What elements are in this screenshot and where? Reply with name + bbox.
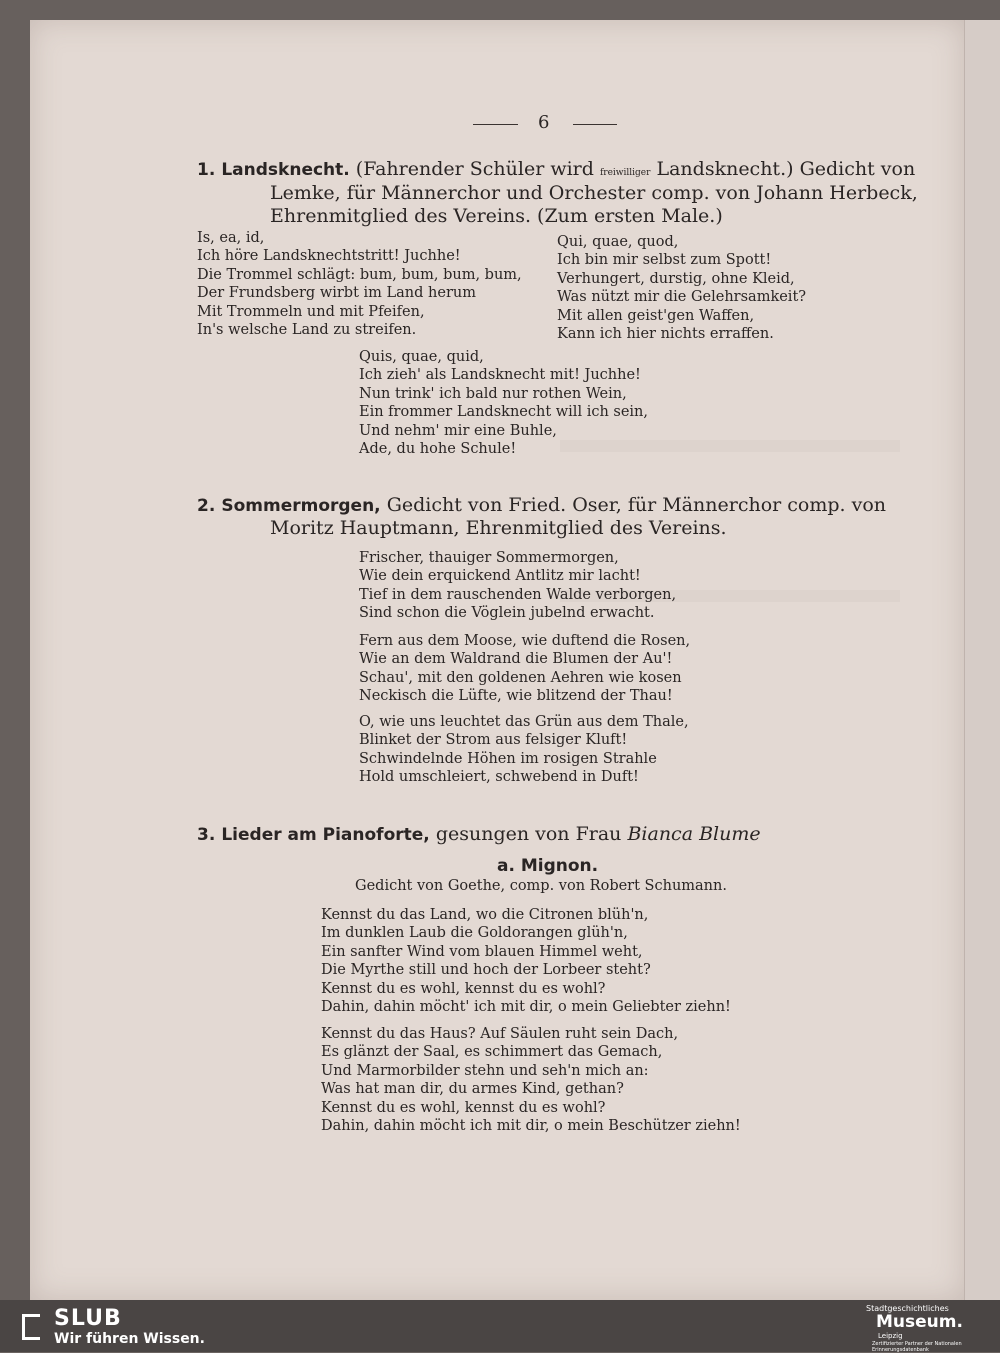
section-3-stanza-1 <box>321 906 731 1016</box>
verse-line: Hold umschleiert, schwebend in Duft! <box>359 769 639 786</box>
verse-line: Fern aus dem Moose, wie duftend die Rosen, <box>359 633 691 649</box>
verse-line: Der Frundsberg wirbt im Land herum <box>197 285 476 302</box>
section-2-heading-line1 <box>197 493 886 518</box>
section-2-intro: Gedicht von Fried. Oser, für Männerchor comp. von <box>386 494 887 516</box>
verse-line: Quis, quae, quid, <box>359 349 484 365</box>
section-2-stanza-2 <box>359 632 690 706</box>
verse-line: Wie an dem Waldrand die Blumen der Au'! <box>359 651 673 668</box>
section-1-title: Landsknecht. <box>221 160 350 180</box>
page-number: 6 <box>538 112 550 133</box>
verse-line: Ich bin mir selbst zum Spott! <box>557 252 772 269</box>
section-1-intro-b: Landsknecht.) Gedicht von <box>656 158 916 180</box>
verse-line: Dahin, dahin möcht' ich mit dir, o mein Geliebter ziehn! <box>321 998 731 1015</box>
verse-line: Im dunklen Laub die Goldorangen glüh'n, <box>321 925 628 942</box>
verse-line: Nun trink' ich bald nur rothen Wein, <box>359 385 627 402</box>
verse-line: Kann ich hier nichts erraffen. <box>557 325 774 342</box>
section-2-title: Sommermorgen, <box>221 496 381 516</box>
section-2-stanza-3 <box>359 713 689 787</box>
verse-line: Mit Trommeln und mit Pfeifen, <box>197 303 425 320</box>
verse-line: Dahin, dahin möcht ich mit dir, o mein Beschützer ziehn! <box>321 1117 741 1134</box>
next-page-edge <box>964 20 1000 1300</box>
verse-line: Was hat man dir, du armes Kind, gethan? <box>321 1081 624 1098</box>
verse-line: Und nehm' mir eine Buhle, <box>359 422 557 439</box>
section-3-title: Lieder am Pianoforte, <box>221 825 430 845</box>
slub-logo-icon[interactable] <box>22 1314 40 1340</box>
verse-line: Sind schon die Vöglein jubelnd erwacht. <box>359 605 655 622</box>
section-2-stanza-1 <box>359 549 676 623</box>
section-1-verse-left <box>197 229 522 339</box>
verse-line: Kennst du es wohl, kennst du es wohl? <box>321 980 606 997</box>
section-1-heading-line2: Lemke, für Männerchor und Orchester comp. von Johann Herbeck, <box>270 182 918 204</box>
verse-line: O, wie uns leuchtet das Grün aus dem Thale, <box>359 714 689 730</box>
verse-line: Frischer, thauiger Sommermorgen, <box>359 550 619 566</box>
section-1-intro-a: (Fahrender Schüler wird <box>355 158 594 180</box>
section-3-subtitle: a. Mignon. <box>497 856 599 876</box>
verse-line: Ein frommer Landsknecht will ich sein, <box>359 404 649 421</box>
section-3-singer: Bianca Blume <box>627 823 761 845</box>
museum-city: Leipzig <box>878 1332 903 1340</box>
verse-line: Und Marmorbilder stehn und seh'n mich an: <box>321 1062 649 1079</box>
section-3-stanza-2 <box>321 1025 741 1135</box>
section-3-heading-line1 <box>197 822 761 847</box>
verse-line: Is, ea, id, <box>197 230 265 246</box>
verse-line: In's welsche Land zu streifen. <box>197 321 417 338</box>
page-number-rule-left <box>473 124 518 125</box>
page-number-rule-right <box>573 124 617 125</box>
verse-line: Es glänzt der Saal, es schimmert das Gemach, <box>321 1044 663 1061</box>
library-tagline: Wir führen Wissen. <box>54 1331 205 1347</box>
verse-line: Verhungert, durstig, ohne Kleid, <box>557 270 795 287</box>
verse-line: Ein sanfter Wind vom blauen Himmel weht, <box>321 943 643 960</box>
museum-top-label: Stadtgeschichtliches <box>866 1304 949 1313</box>
section-1-heading-line3: Ehrenmitglied des Vereins. (Zum ersten Male.) <box>270 205 723 227</box>
section-2-heading-line2: Moritz Hauptmann, Ehrenmitglied des Vereins. <box>270 517 727 539</box>
verse-line: Schwindelnde Höhen im rosigen Strahle <box>359 750 657 767</box>
verse-line: Blinket der Strom aus felsiger Kluft! <box>359 732 628 749</box>
verse-line: Mit allen geist'gen Waffen, <box>557 307 755 324</box>
verse-line: Tief in dem rauschenden Walde verborgen, <box>359 586 677 603</box>
section-1-number: 1. <box>197 160 216 180</box>
verse-line: Kennst du das Land, wo die Citronen blüh'n, <box>321 907 649 923</box>
section-1-verse-center <box>359 348 648 458</box>
section-1-intro-small: freiwilliger <box>599 168 651 178</box>
section-1-verse-right <box>557 233 806 343</box>
verse-line: Ade, du hohe Schule! <box>359 440 517 457</box>
verse-line: Qui, quae, quod, <box>557 234 679 250</box>
section-2-number: 2. <box>197 496 216 516</box>
viewer-footer <box>0 1300 1000 1352</box>
verse-line: Neckisch die Lüfte, wie blitzend der Thau! <box>359 688 673 705</box>
section-3-intro: gesungen von Frau <box>435 823 622 845</box>
verse-line: Ich höre Landsknechtstritt! Juchhe! <box>197 248 461 265</box>
museum-partner-note: Zertifizierter Partner der Nationalen Erinnerungsdatenbank <box>872 1341 962 1353</box>
verse-line: Was nützt mir die Gelehrsamkeit? <box>557 289 807 306</box>
verse-line: Kennst du das Haus? Auf Säulen ruht sein Dach, <box>321 1026 679 1042</box>
verse-line: Wie dein erquickend Antlitz mir lacht! <box>359 568 641 585</box>
verse-line: Ich zieh' als Landsknecht mit! Juchhe! <box>359 367 641 384</box>
library-name[interactable]: SLUB <box>54 1306 122 1331</box>
verse-line: Kennst du es wohl, kennst du es wohl? <box>321 1099 606 1116</box>
museum-name[interactable]: Museum. <box>876 1312 963 1332</box>
verse-line: Die Myrthe still und hoch der Lorbeer steht? <box>321 962 651 979</box>
section-3-number: 3. <box>197 825 216 845</box>
verse-line: Schau', mit den goldenen Aehren wie kosen <box>359 669 682 686</box>
section-3-credit: Gedicht von Goethe, comp. von Robert Schumann. <box>355 878 727 894</box>
verse-line: Die Trommel schlägt: bum, bum, bum, bum, <box>197 266 522 283</box>
